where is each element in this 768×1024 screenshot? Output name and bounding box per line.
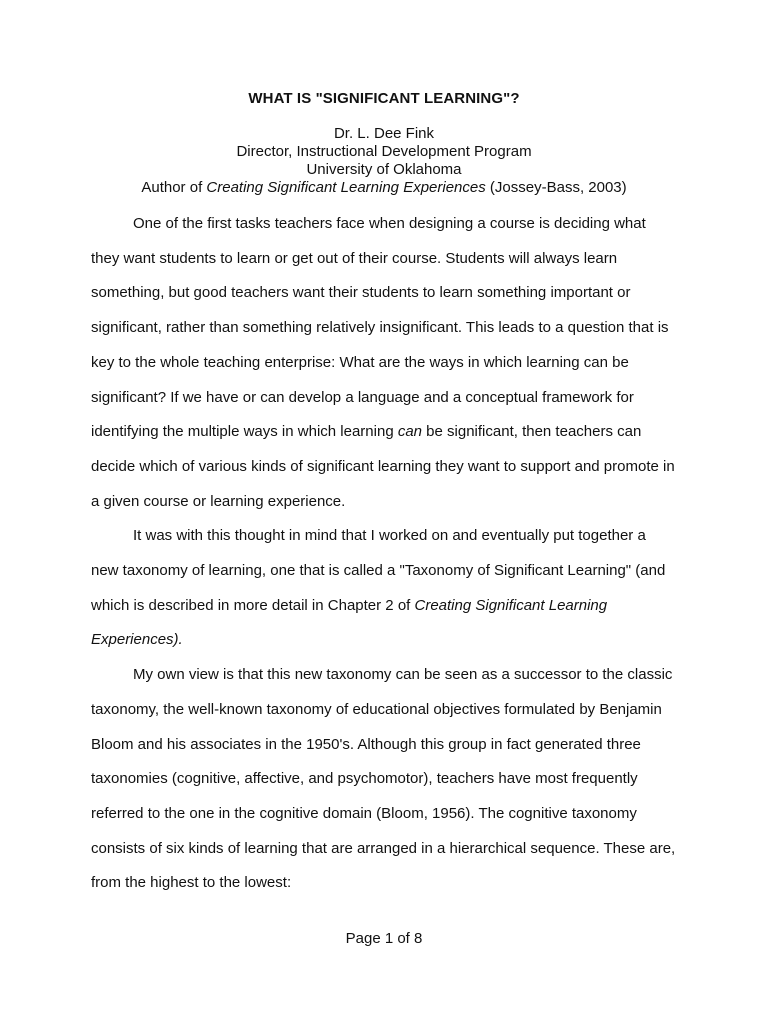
paragraph-line: consists of six kinds of learning that are arranged in a hierarchical sequence. These are, <box>91 839 676 857</box>
book-title-italic: Experiences). <box>91 631 183 649</box>
paragraph-line: something, but good teachers want their students to learn something important or <box>91 284 631 302</box>
emphasis-can: can <box>397 423 423 441</box>
paragraph-line <box>91 415 691 450</box>
paragraph-line: decide which of various kinds of significant learning they want to support and promote in <box>91 457 675 475</box>
author-book-line <box>0 179 768 197</box>
document-title: WHAT IS "SIGNIFICANT LEARNING"? <box>248 90 520 107</box>
author-block <box>0 125 768 197</box>
paragraph-line: from the highest to the lowest: <box>91 874 292 892</box>
paragraph-line <box>91 589 691 624</box>
line-segment: be significant, then teachers can <box>422 423 642 441</box>
paragraph-line <box>91 623 691 658</box>
paragraph-line: key to the whole teaching enterprise: What are the ways in which learning can be <box>91 353 629 371</box>
author-name: Dr. L. Dee Fink <box>333 125 435 142</box>
paragraph-line: they want students to learn or get out of their course. Students will always learn <box>91 249 618 267</box>
paragraph-line: My own view is that this new taxonomy can be seen as a successor to the classic <box>133 666 673 684</box>
paragraph-line: referred to the one in the cognitive domain (Bloom, 1956). The cognitive taxonomy <box>91 804 637 822</box>
author-institution: University of Oklahoma <box>306 161 462 178</box>
paragraph-line: taxonomies (cognitive, affective, and psychomotor), teachers have most frequently <box>91 770 638 788</box>
paragraph-line: new taxonomy of learning, one that is called a "Taxonomy of Significant Learning" (and <box>91 562 666 580</box>
paragraph-line: Bloom and his associates in the 1950's. Although this group in fact generated three <box>91 735 641 753</box>
line-segment: which is described in more detail in Chapter 2 of <box>91 596 415 614</box>
line-segment: identifying the multiple ways in which learning <box>91 423 398 441</box>
paragraph-line: One of the first tasks teachers face when designing a course is deciding what <box>133 215 646 232</box>
paragraph-line: taxonomy, the well-known taxonomy of educational objectives formulated by Benjamin <box>91 700 662 718</box>
paragraph-line: significant? If we have or can develop a language and a conceptual framework for <box>91 388 634 406</box>
body-text <box>91 207 691 901</box>
paragraph-1 <box>91 207 691 519</box>
paragraph-line: a given course or learning experience. <box>91 492 346 510</box>
paragraph-line: It was with this thought in mind that I worked on and eventually put together a <box>133 527 646 545</box>
author-position: Director, Instructional Development Program <box>236 143 532 160</box>
author-book-prefix: Author of <box>141 179 207 196</box>
paragraph-2 <box>91 519 691 658</box>
paragraph-line: significant, rather than something relatively insignificant. This leads to a question that is <box>91 319 669 337</box>
author-book-title: Creating Significant Learning Experiences <box>206 179 486 196</box>
paragraph-3 <box>91 658 691 901</box>
author-book-suffix: (Jossey-Bass, 2003) <box>485 179 627 196</box>
book-title-italic: Creating Significant Learning <box>414 596 608 614</box>
page-number: Page 1 of 8 <box>345 930 423 947</box>
